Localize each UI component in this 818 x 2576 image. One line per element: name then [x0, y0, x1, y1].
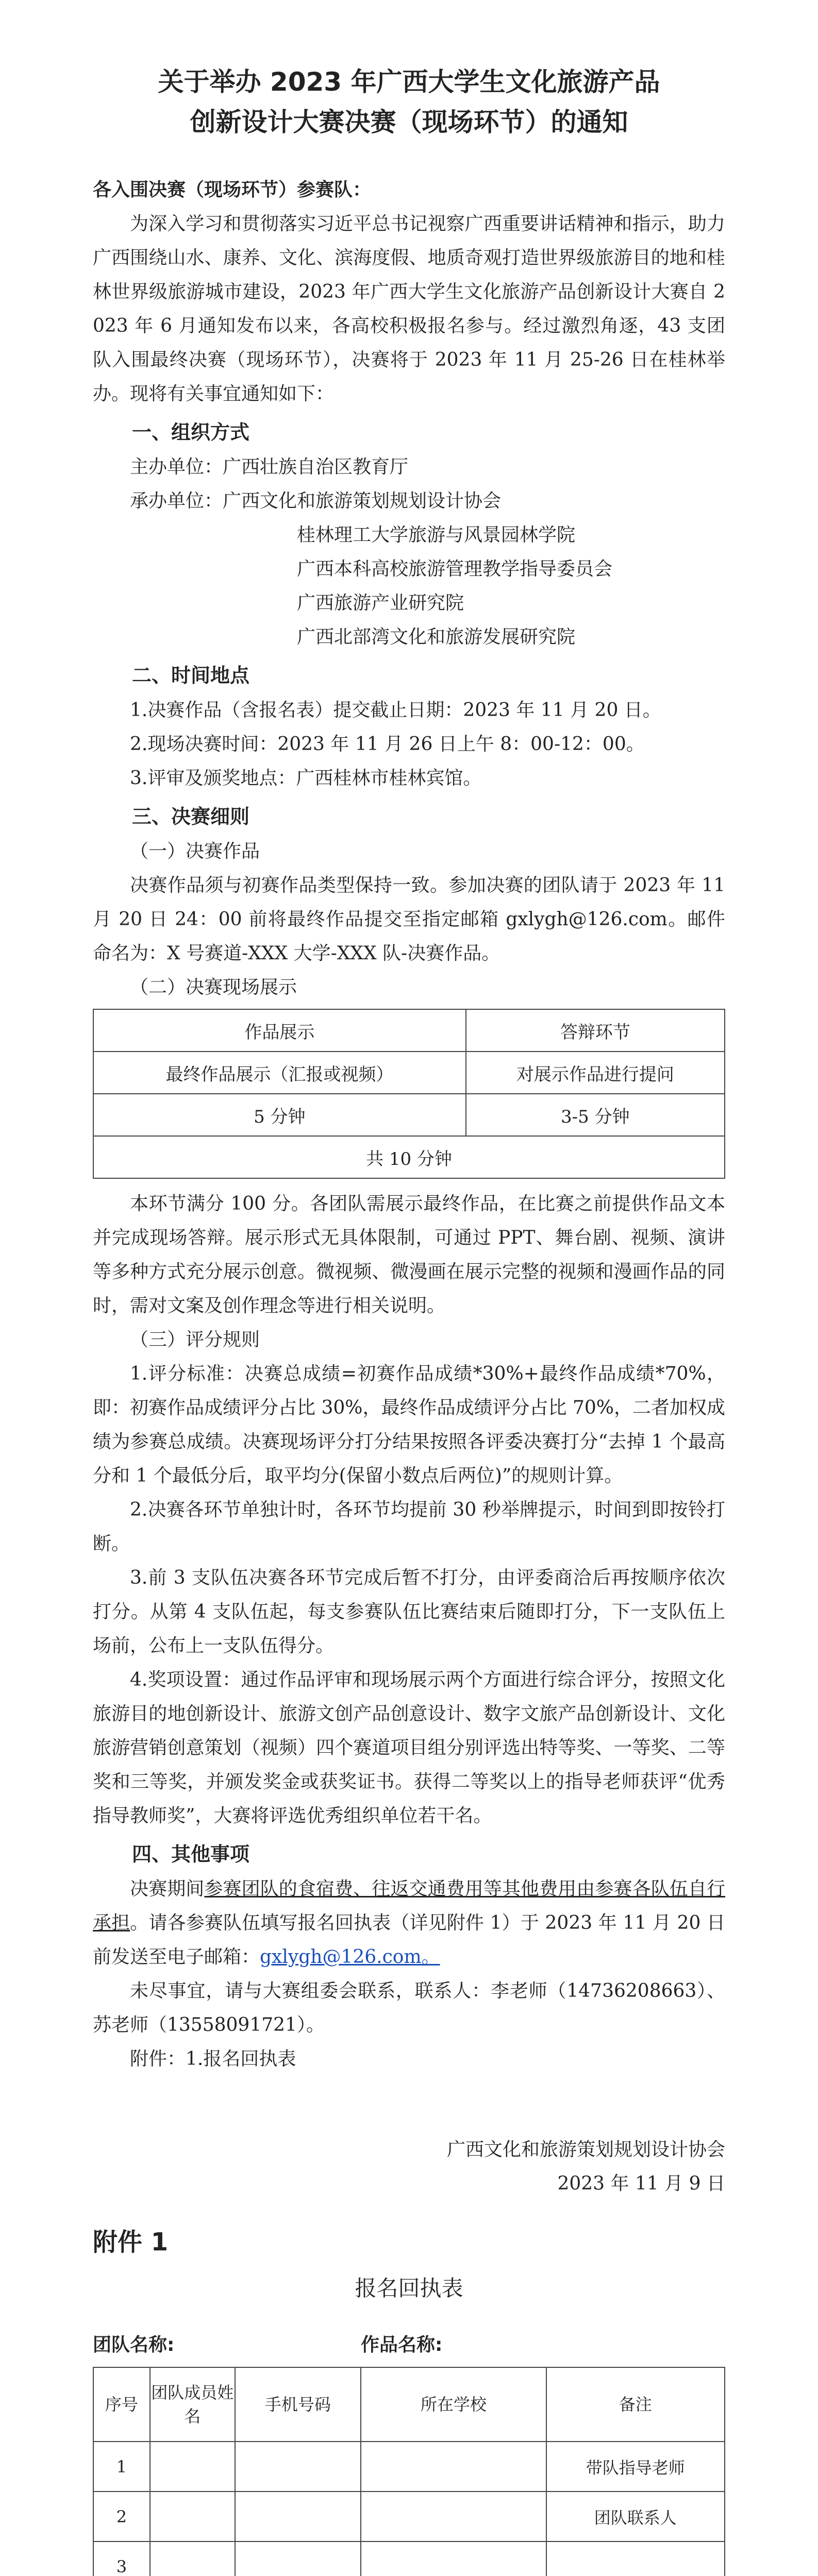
- host-unit: [93, 450, 725, 484]
- table-cell: 3-5 分钟: [466, 1094, 725, 1136]
- subsection-presentation-heading: （二）决赛现场展示: [130, 977, 297, 998]
- expenses-paragraph: [93, 1872, 725, 1974]
- annex-label: 附件 1: [93, 2228, 169, 2257]
- organizer-value: 广西文化和旅游策划规划设计协会: [223, 490, 502, 512]
- note-cell: 带队指导老师: [546, 2442, 725, 2492]
- scoring-item: 1.评分标准：决赛总成绩=初赛作品成绩*30%+最终作品成绩*70%，即：初赛作品成绩评分占比 30%，最终作品成绩评分占比 70%，二者加权成绩为参赛总成绩。决赛现场评分打分结果按照各评委决赛打分“去掉 1 个最高分和 1 个最低分后，取平均分(保留小数点后两位)”的规则计算。: [93, 1363, 725, 1486]
- time-place-item: 3.评审及颁奖地点：广西桂林市桂林宾馆。: [130, 768, 482, 789]
- presentation-schedule-table: [93, 1009, 725, 1179]
- table-cell: 最终作品展示（汇报或视频）: [93, 1052, 466, 1094]
- title-line-2: 创新设计大赛决赛（现场环节）的通知: [190, 107, 628, 137]
- subsection-scoring-heading: （三）评分规则: [130, 1329, 260, 1350]
- form-title: 报名回执表: [355, 2276, 463, 2301]
- scoring-item: 4.奖项设置：通过作品评审和现场展示两个方面进行综合评分，按照文化旅游目的地创新设计、旅游文创产品创意设计、数字文旅产品创新设计、文化旅游营销创意策划（视频）四个赛道项目组分别评选出特等奖、一等奖、二等奖和三等奖，并颁发奖金或获奖证书。获得二等奖以上的指导老师获评“优秀指导教师奖”，大赛将评选优秀组织单位若干名。: [93, 1669, 725, 1826]
- school-cell[interactable]: [361, 2541, 546, 2576]
- phone-cell[interactable]: [235, 2442, 361, 2492]
- note-cell: 团队联系人: [546, 2492, 725, 2541]
- form-meta: [93, 2330, 725, 2361]
- school-cell[interactable]: [361, 2492, 546, 2541]
- presentation-paragraph: 本环节满分 100 分。各团队需展示最终作品，在比赛之前提供作品文本并完成现场答辩。展示形式无具体限制，可通过 PPT、舞台剧、视频、演讲等多种方式充分展示创意。微视频、微漫画在展示完整的视频和漫画作品的同时，需对文案及创作理念等进行相关说明。: [93, 1193, 725, 1316]
- table-row: [93, 1009, 725, 1052]
- table-header-cell: 答辩环节: [466, 1009, 725, 1052]
- organizer-item: 广西旅游产业研究院: [297, 592, 464, 614]
- addressee: 各入围决赛（现场环节）参赛队：: [93, 179, 372, 200]
- member-name-cell[interactable]: [150, 2541, 235, 2576]
- work-name-label: 作品名称:: [361, 2334, 443, 2355]
- row-index: 1: [93, 2442, 150, 2492]
- email-link[interactable]: gxlygh@126.com。: [260, 1946, 440, 1968]
- expenses-underlined-text: 参赛团队的食宿费、往返交通费用等其他费用由参赛各队伍自行承担: [93, 1878, 725, 1934]
- team-name-label: 团队名称:: [93, 2334, 175, 2355]
- table-row: [93, 1136, 725, 1178]
- scoring-item: 2.决赛各环节单独计时，各环节均提前 30 秒举牌提示，时间到即按铃打断。: [93, 1499, 725, 1554]
- header-member-name: 团队成员姓名: [150, 2367, 235, 2442]
- table-row: [93, 1052, 725, 1094]
- signature-org: 广西文化和旅游策划规划设计协会: [446, 2139, 725, 2160]
- section-rules-heading: 三、决赛细则: [132, 805, 250, 828]
- header-note: 备注: [546, 2367, 725, 2442]
- time-place-item: 1.决赛作品（含报名表）提交截止日期：2023 年 11 月 20 日。: [130, 700, 661, 721]
- organizer-unit: [93, 484, 725, 518]
- table-row: [93, 2492, 725, 2541]
- section-time-place-heading: 二、时间地点: [132, 664, 250, 687]
- table-row: [93, 2541, 725, 2576]
- header-school: 所在学校: [361, 2367, 546, 2442]
- member-name-cell[interactable]: [150, 2442, 235, 2492]
- header-phone: 手机号码: [235, 2367, 361, 2442]
- signature-block: [93, 2133, 725, 2201]
- table-header-cell: 作品展示: [93, 1009, 466, 1052]
- intro-paragraph: 为深入学习和贯彻落实习近平总书记视察广西重要讲话精神和指示，助力广西围绕山水、康养、文化、滨海度假、地质奇观打造世界级旅游目的地和桂林世界级旅游城市建设，2023 年广西大学生文化旅游产品创新设计大赛自 2023 年 6 月通知发布以来，各高校积极报名参与。经过激烈角逐，43 支团队入围最终决赛（现场环节），决赛将于 2023 年 11 月 25-26 日在桂林举办。现将有关事宜通知如下：: [93, 213, 725, 404]
- header-index: 序号: [93, 2367, 150, 2442]
- organizer-item: 广西北部湾文化和旅游发展研究院: [297, 626, 576, 648]
- expenses-text-pre: 决赛期间: [130, 1878, 205, 1900]
- row-index: 3: [93, 2541, 150, 2576]
- table-cell: 对展示作品进行提问: [466, 1052, 725, 1094]
- registration-table: [93, 2367, 725, 2576]
- phone-cell[interactable]: [235, 2492, 361, 2541]
- scoring-item: 3.前 3 支队伍决赛各环节完成后暂不打分，由评委商洽后再按顺序依次打分。从第 4 支队伍起，每支参赛队伍比赛结束后随即打分，下一支队伍上场前，公布上一支队伍得分。: [93, 1567, 725, 1656]
- organizer-label: 承办单位：: [130, 490, 223, 512]
- organizer-item: 桂林理工大学旅游与风景园林学院: [297, 524, 576, 546]
- signature-date: 2023 年 11 月 9 日: [557, 2173, 725, 2194]
- table-row: [93, 2442, 725, 2492]
- phone-cell[interactable]: [235, 2541, 361, 2576]
- section-organization-heading: 一、组织方式: [132, 421, 250, 444]
- table-total-cell: 共 10 分钟: [93, 1136, 725, 1178]
- title-line-1: 关于举办 2023 年广西大学生文化旅游产品: [158, 67, 660, 97]
- row-index: 2: [93, 2492, 150, 2541]
- school-cell[interactable]: [361, 2442, 546, 2492]
- note-cell: [546, 2541, 725, 2576]
- table-row: [93, 1094, 725, 1136]
- table-cell: 5 分钟: [93, 1094, 466, 1136]
- host-label: 主办单位：: [130, 456, 223, 478]
- organizer-item: 广西本科高校旅游管理教学指导委员会: [297, 558, 613, 580]
- document-title: [93, 62, 725, 142]
- contact-paragraph: 未尽事宜，请与大赛组委会联系，联系人：李老师（14736208663）、苏老师（13558091721）。: [93, 1980, 725, 2036]
- attachment-list: 附件：1.报名回执表: [130, 2048, 296, 2070]
- table-header-row: [93, 2367, 725, 2442]
- subsection-final-works-heading: （一）决赛作品: [130, 841, 260, 862]
- member-name-cell[interactable]: [150, 2492, 235, 2541]
- section-other-heading: 四、其他事项: [132, 1843, 250, 1866]
- host-value: 广西壮族自治区教育厅: [223, 456, 409, 478]
- final-works-paragraph: 决赛作品须与初赛作品类型保持一致。参加决赛的团队请于 2023 年 11 月 20 日 24：00 前将最终作品提交至指定邮箱 gxlygh@126.com。邮件命名为：X 号赛道-XXX 大学-XXX 队-决赛作品。: [93, 875, 725, 964]
- time-place-item: 2.现场决赛时间：2023 年 11 月 26 日上午 8：00-12：00。: [130, 734, 645, 755]
- expenses-text-post: 。请各参赛队伍填写报名回执表（详见附件 1）于 2023 年 11 月 20 日前发送至电子邮箱：: [93, 1912, 725, 1968]
